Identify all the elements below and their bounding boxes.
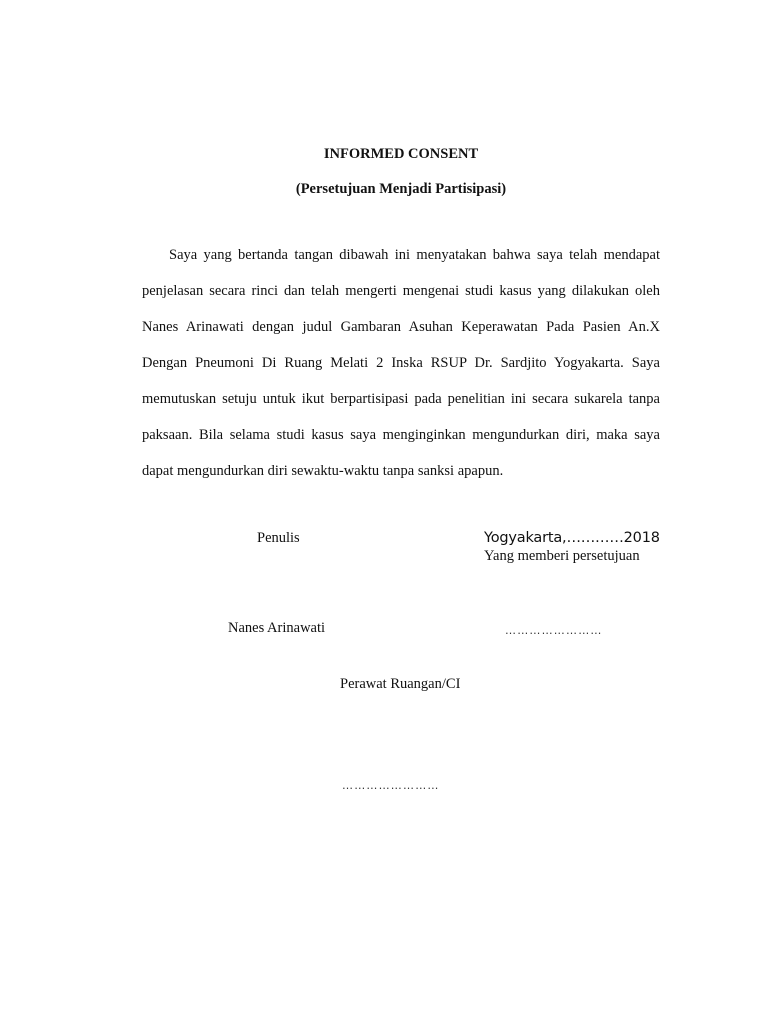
consenting-party-signature-line: …………………… (505, 624, 603, 637)
nurse-role-label: Perawat Ruangan/CI (340, 676, 461, 692)
consent-paragraph: Saya yang bertanda tangan dibawah ini menyatakan bahwa saya telah mendapat penjelasan secara rinci dan telah mengerti mengenai studi kasus yang dilakukan oleh Nanes Arinawati dengan judul Gambaran Asuhan Keperawatan Pada Pasien An.X Dengan Pneumoni Di Ruang Melati 2 Inska RSUP Dr. Sardjito Yogyakarta. Saya memutuskan setuju untuk ikut berpartisipasi pada penelitian ini secara sukarela tanpa paksaan. Bila selama studi kasus saya menginginkan mengundurkan diri, maka saya dapat mengundurkan diri sewaktu-waktu tanpa sanksi apapun. (142, 247, 660, 479)
writer-name: Nanes Arinawati (228, 620, 326, 636)
writer-role-label: Penulis (257, 530, 300, 546)
nurse-signature-line: …………………… (342, 779, 440, 792)
document-title: INFORMED CONSENT (323, 146, 479, 162)
document-subtitle: (Persetujuan Menjadi Partisipasi) (295, 181, 507, 197)
consenting-party-label: Yang memberi persetujuan (484, 548, 640, 564)
place-date-line: Yogyakarta,…………2018 (484, 530, 660, 546)
